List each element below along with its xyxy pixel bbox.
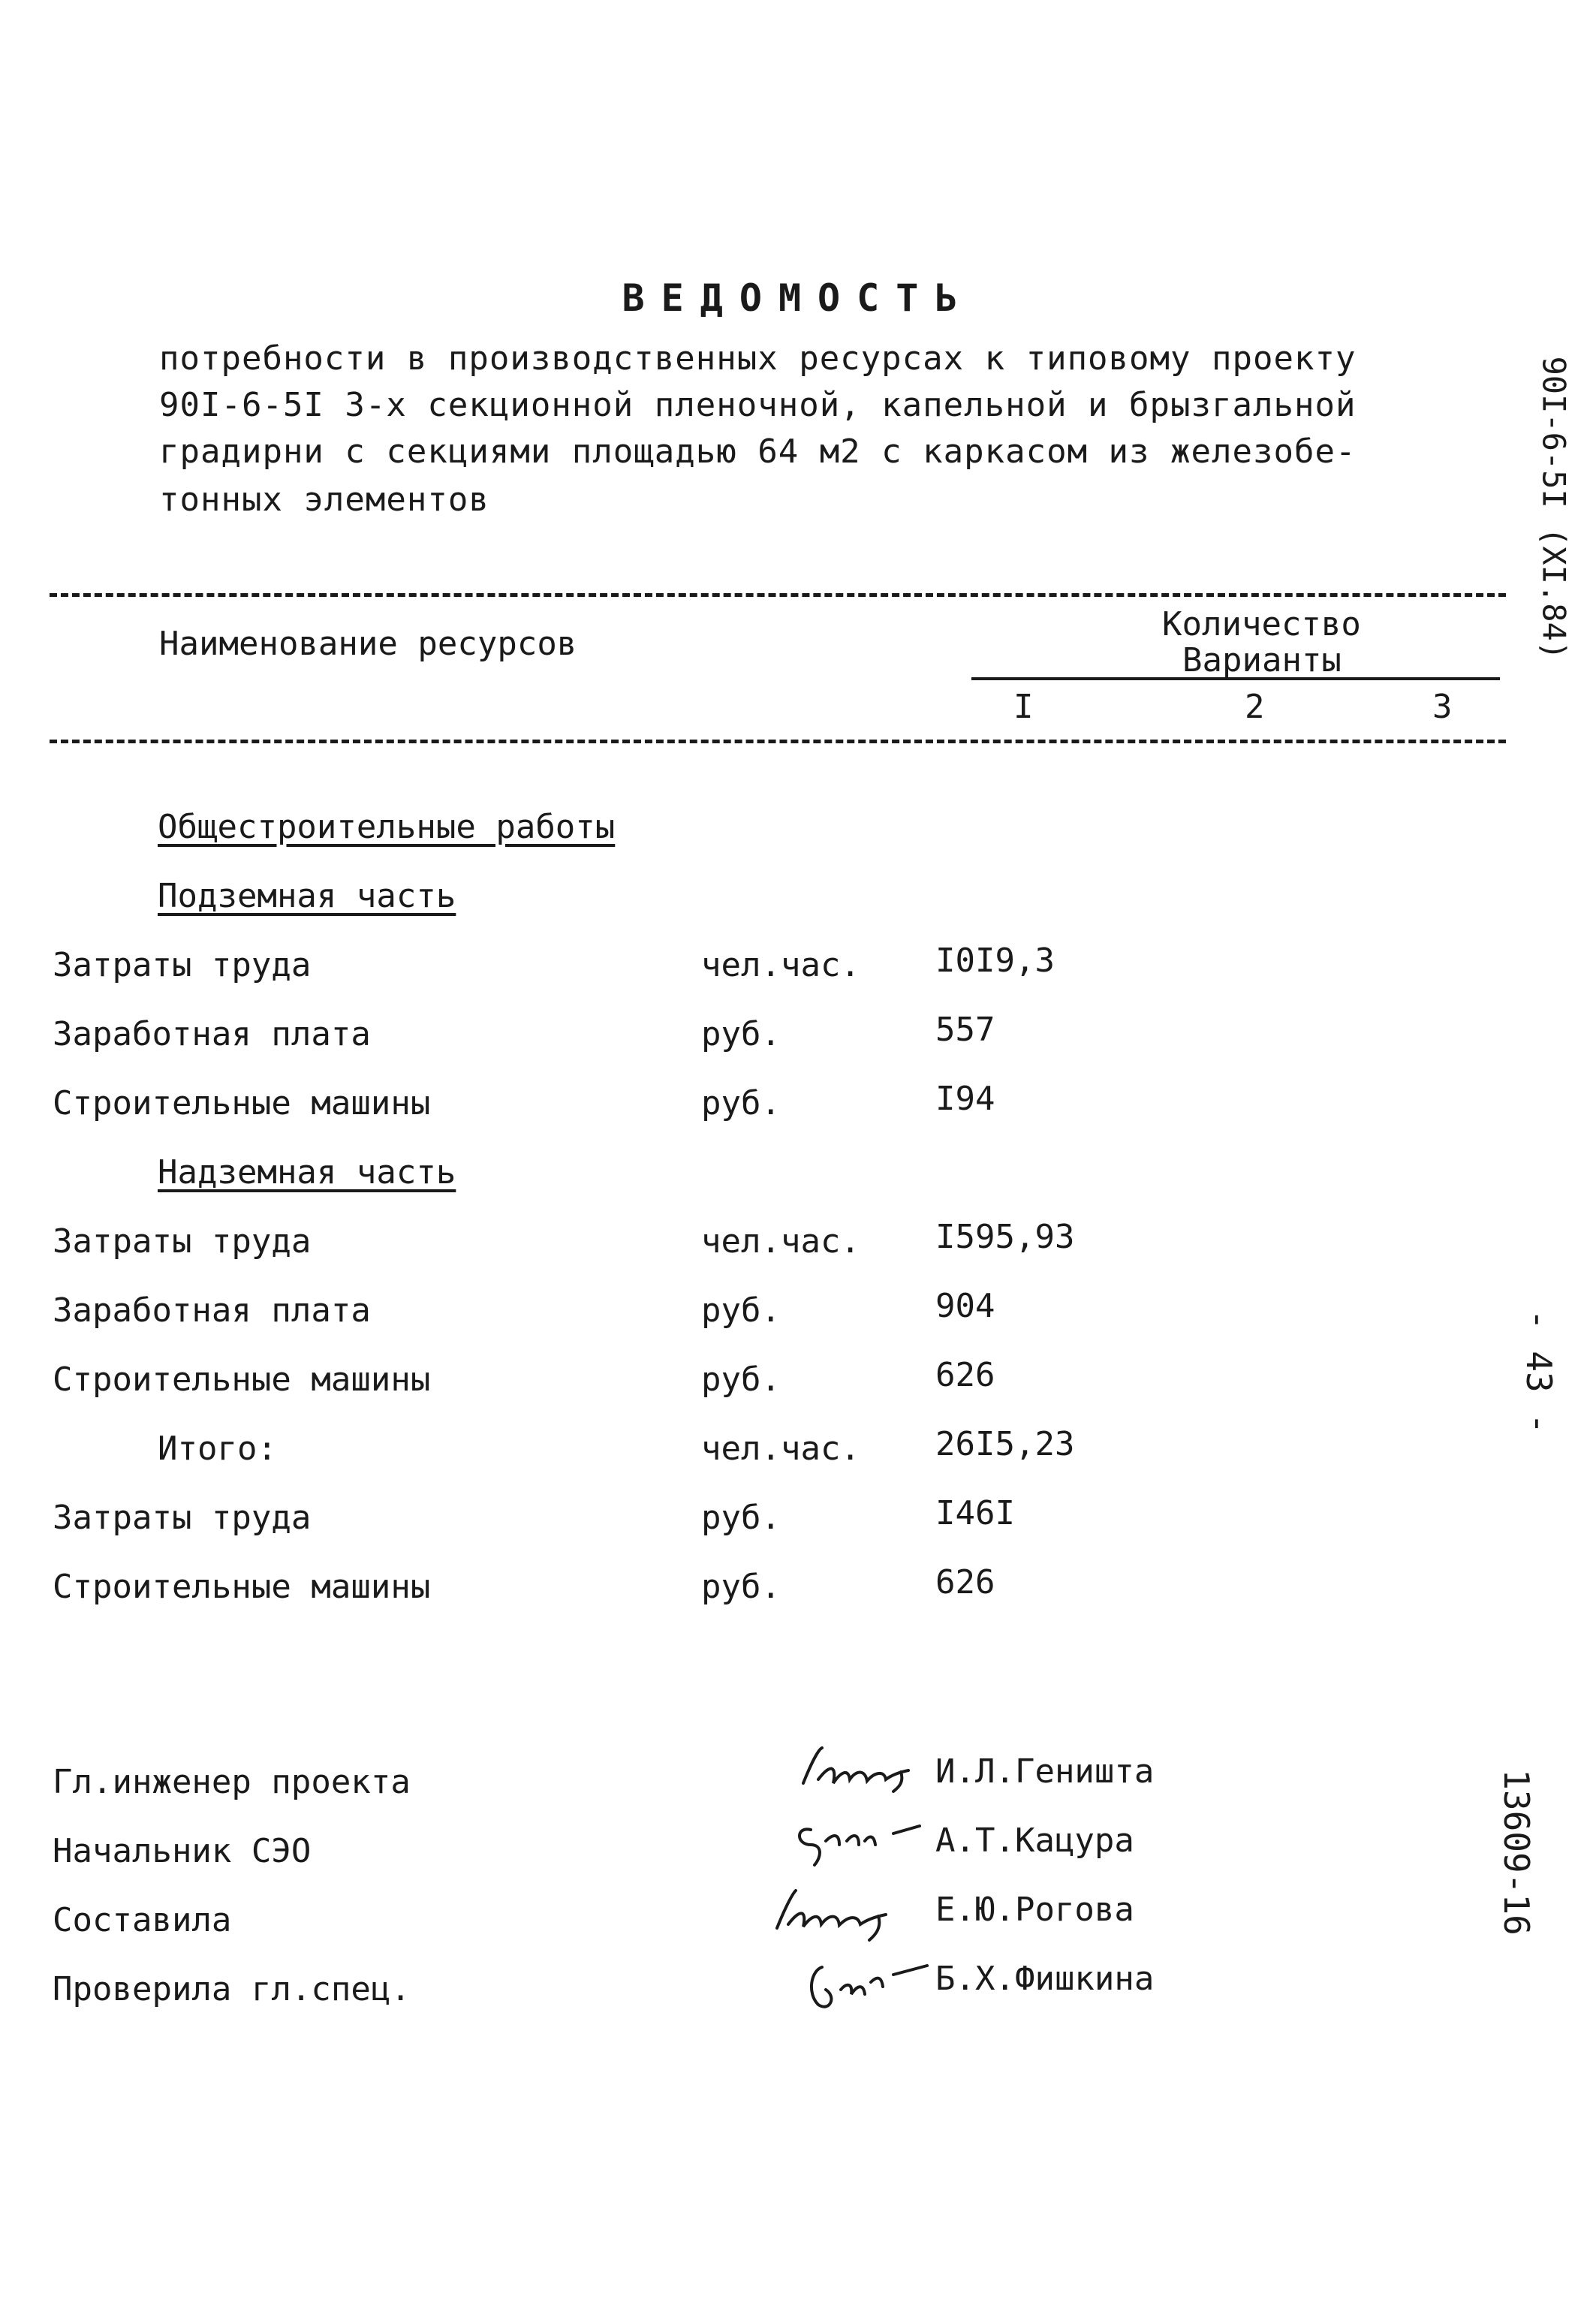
subsection-title-aboveground: Надземная часть [158,1153,456,1192]
column-header-name: Наименование ресурсов [159,625,577,663]
signature-name: Е.Ю.Рогова [935,1891,1134,1929]
row-value: I94 [935,1080,995,1118]
signature-role: Начальник СЭО [53,1832,312,1870]
variant-label-2: 2 [1245,688,1265,726]
row-unit: чел.час. [701,946,860,984]
totals-label: Итого: [158,1430,277,1468]
row-value: 904 [935,1287,995,1325]
row-name: Строительные машины [53,1360,431,1399]
handwritten-signature-3 [766,1883,916,1943]
handwritten-signature-1 [796,1742,931,1794]
header-bottom-rule [50,740,1506,743]
variant-label-3: 3 [1432,688,1453,726]
row-name: Затраты труда [53,1499,312,1537]
intro-line-1: потребности в производственных ресурсах к типовому проекту [159,339,1357,378]
intro-line-2: 90I-6-5I 3-х секционной пленочной, капельной и брызгальной [159,386,1357,424]
totals-value: 26I5,23 [935,1425,1075,1463]
intro-line-4: тонных элементов [159,481,489,519]
row-unit: руб. [701,1360,781,1399]
signature-name: А.Т.Кацура [935,1821,1134,1860]
header-top-rule [50,593,1506,597]
archive-number: 13609-16 [1496,1769,1537,1936]
row-value: 557 [935,1011,995,1049]
column-header-variants: Варианты [1182,641,1342,679]
row-value: I0I9,3 [935,942,1055,980]
subsection-title-underground: Подземная часть [158,877,456,915]
row-name: Строительные машины [53,1084,431,1122]
handwritten-signature-4 [796,1952,946,2020]
page-number: - 43 - [1519,1309,1559,1435]
row-name: Заработная плата [53,1291,371,1330]
row-unit: руб. [701,1291,781,1330]
signature-role: Составила [53,1901,232,1939]
handwritten-signature-2 [781,1811,931,1871]
row-unit: руб. [701,1015,781,1053]
row-value: I595,93 [935,1218,1075,1256]
intro-line-3: градирни с секциями площадью 64 м2 с каркасом из железобе- [159,432,1357,471]
signature-name: Б.Х.Фишкина [935,1960,1155,1998]
variant-label-1: I [1013,688,1034,726]
row-unit: чел.час. [701,1222,860,1261]
row-unit: руб. [701,1084,781,1122]
variants-rule [971,677,1500,680]
document-title: ВЕДОМОСТЬ [622,276,974,320]
row-value: 626 [935,1563,995,1601]
column-header-quantity: Количество [1162,605,1361,643]
signature-name: И.Л.Геништа [935,1752,1155,1791]
row-unit: руб. [701,1568,781,1606]
side-code: 90I-6-5I (XI.84) [1535,356,1573,661]
signature-role: Проверила гл.спец. [53,1970,411,2008]
signature-role: Гл.инженер проекта [53,1763,411,1801]
section-title: Общестроительные работы [158,808,616,846]
row-name: Затраты труда [53,1222,312,1261]
row-value: I46I [935,1494,1015,1532]
row-unit: руб. [701,1499,781,1537]
row-value: 626 [935,1356,995,1394]
row-name: Заработная плата [53,1015,371,1053]
row-name: Строительные машины [53,1568,431,1606]
row-name: Затраты труда [53,946,312,984]
totals-unit: чел.час. [701,1430,860,1468]
